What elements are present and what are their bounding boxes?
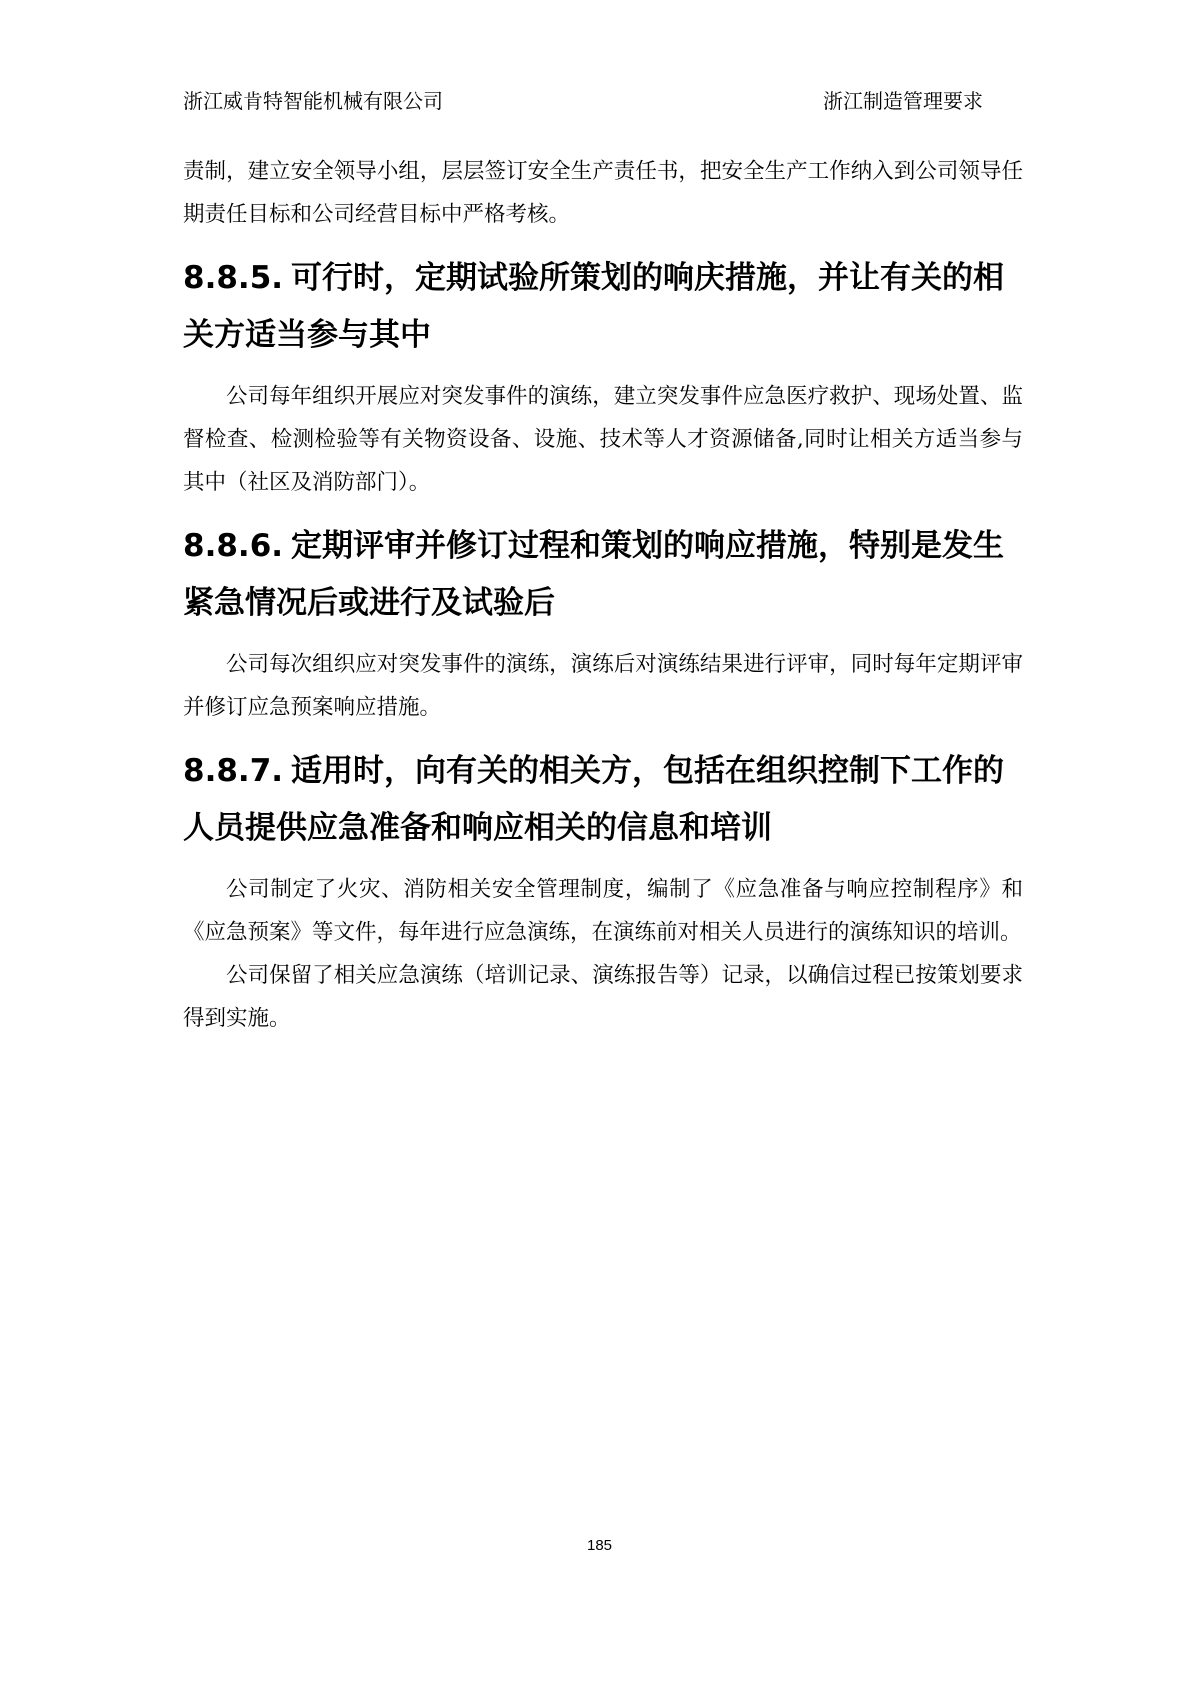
section-paragraph: 公司制定了火灾、消防相关安全管理制度，编制了《应急准备与响应控制程序》和《应急预案》等文件，每年进行应急演练，在演练前对相关人员进行的演练知识的培训。 <box>183 877 1023 945</box>
header-company-name: 浙江威肯特智能机械有限公司 <box>183 89 443 113</box>
section-number: 8.8.6. <box>183 528 284 564</box>
section-heading <box>183 518 1023 632</box>
section-number: 8.8.7. <box>183 753 284 789</box>
section-8-8-7 <box>183 743 1023 1040</box>
section-title: 定期评审并修订过程和策划的响应措施，特别是发生紧急情况后或进行及试验后 <box>183 528 1005 621</box>
section-8-8-5 <box>183 250 1023 504</box>
page-header <box>183 86 983 116</box>
section-number: 8.8.5. <box>183 260 284 296</box>
section-paragraph: 公司每次组织应对突发事件的演练，演练后对演练结果进行评审，同时每年定期评审并修订应急预案响应措施。 <box>183 652 1023 720</box>
section-title: 可行时，定期试验所策划的响庆措施，并让有关的相关方适当参与其中 <box>183 260 1005 353</box>
section-paragraph: 公司每年组织开展应对突发事件的演练，建立突发事件应急医疗救护、现场处置、监督检查、检测检验等有关物资设备、设施、技术等人才资源储备,同时让相关方适当参与其中（社区及消防部门）。 <box>183 384 1023 495</box>
header-document-title: 浙江制造管理要求 <box>823 89 983 113</box>
section-heading <box>183 250 1023 364</box>
section-paragraph: 公司保留了相关应急演练（培训记录、演练报告等）记录，以确信过程已按策划要求得到实施。 <box>183 963 1023 1031</box>
document-body <box>183 150 1023 1040</box>
section-heading <box>183 743 1023 857</box>
intro-paragraph: 责制，建立安全领导小组，层层签订安全生产责任书，把安全生产工作纳入到公司领导任期责任目标和公司经营目标中严格考核。 <box>183 159 1023 227</box>
page-number: 185 <box>586 1537 613 1554</box>
section-title: 适用时，向有关的相关方，包括在组织控制下工作的人员提供应急准备和响应相关的信息和培训 <box>183 753 1005 846</box>
section-8-8-6 <box>183 518 1023 729</box>
